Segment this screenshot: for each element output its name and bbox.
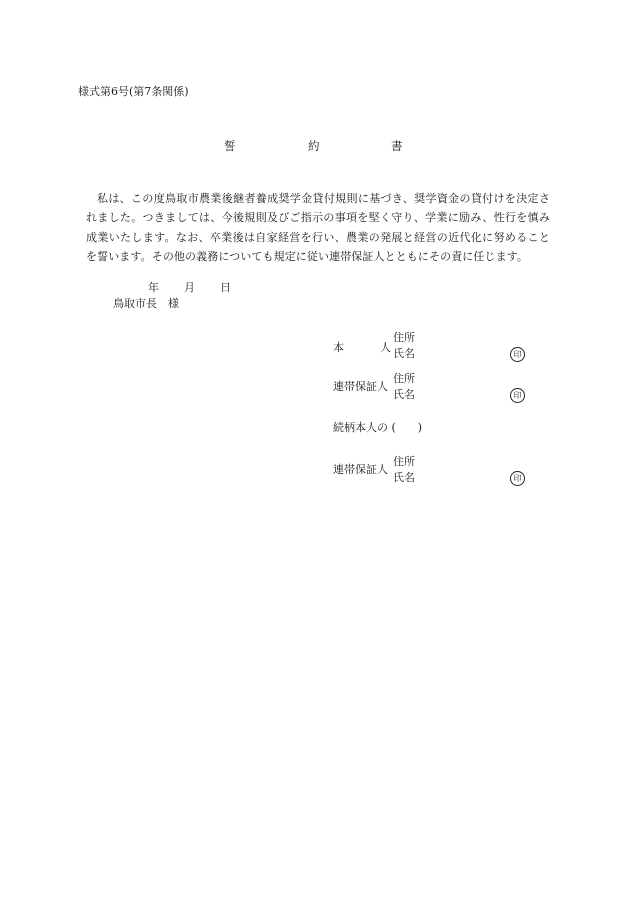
guarantor1-seal: 印: [510, 388, 525, 403]
title-char-1: 誓: [224, 139, 236, 153]
guarantor1-role: 連帯保証人: [333, 380, 388, 393]
guarantor2-role: 連帯保証人: [333, 463, 388, 476]
principal-role-a: 本: [333, 341, 344, 354]
guarantor2-seal: 印: [510, 471, 525, 486]
principal-role-b: 人: [380, 341, 391, 354]
addressee: 鳥取市長 様: [113, 297, 179, 310]
date-day: 日: [220, 281, 231, 294]
principal-address-label: 住所: [393, 331, 415, 344]
guarantor1-address-label: 住所: [393, 372, 415, 385]
guarantor1-name-label: 氏名: [393, 388, 415, 401]
relationship-line: 続柄本人の ( ): [333, 421, 423, 434]
principal-name-label: 氏名: [393, 347, 415, 360]
form-number: 様式第6号(第7条関係): [78, 85, 189, 98]
guarantor2-name-label: 氏名: [393, 471, 415, 484]
title-char-2: 約: [308, 139, 320, 153]
principal-seal: 印: [510, 347, 525, 362]
date-month: 月: [184, 281, 195, 294]
pledge-body-text: 私は、この度鳥取市農業後継者養成奨学金貸付規則に基づき、奨学資金の貸付けを決定されました。つきましては、今後規則及びご指示の事項を堅く守り、学業に励み、性行を慎み成業いたします。なお、卒業後は自家経営を行い、農業の発展と経営の近代化に努めることを誓います。その他の義務についても規定に従い連帯保証人とともにその責に任じます。: [86, 192, 550, 264]
guarantor2-address-label: 住所: [393, 455, 415, 468]
date-year: 年: [148, 281, 159, 294]
title-char-3: 書: [391, 139, 403, 153]
